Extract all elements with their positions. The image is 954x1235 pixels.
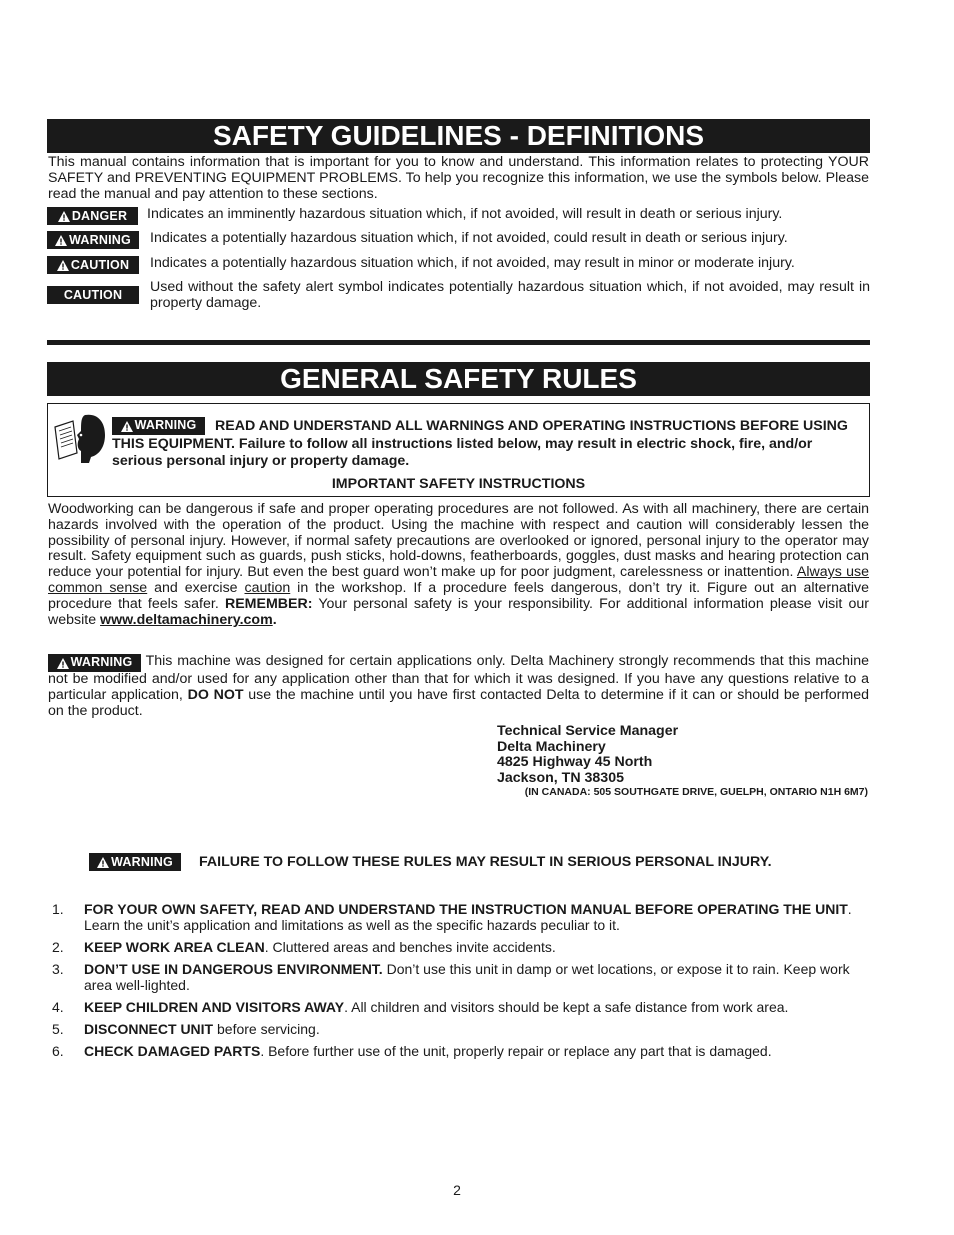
design-warning-paragraph: WARNING This machine was designed for certain applications only. Delta Machinery strongly recommends that this machine not be modified and/or used for any application other than that for which it was designed. If you have any questions relative to a particular application, DO NOT use the machine until you have first contacted Delta to determine if it can or should be performed on the product. bbox=[48, 653, 869, 719]
rule-text: . All children and visitors should be kept a safe distance from work area. bbox=[344, 999, 789, 1015]
read-warnings-body: READ AND UNDERSTAND ALL WARNINGS AND OPERATING INSTRUCTIONS BEFORE USING THIS EQUIPMENT. Failure to follow all instructions listed below, may result in electric shock, fire, and/or serious personal injury or property damage. bbox=[112, 418, 848, 469]
warning-badge bbox=[48, 654, 141, 672]
definition-caution bbox=[47, 256, 870, 274]
list-item bbox=[48, 901, 869, 933]
remember-label: REMEMBER: bbox=[224, 595, 313, 612]
rule-text: . Learn the unit’s application and limitations as well as the specific hazards peculiar to it. bbox=[84, 901, 852, 933]
common-sense-underline: Always use common sense bbox=[48, 564, 869, 596]
website-link[interactable]: www.deltamachinery.com bbox=[100, 611, 273, 628]
section-divider bbox=[47, 340, 870, 345]
badge-label: WARNING bbox=[69, 233, 131, 247]
rule-text: . Before further use of the unit, properly repair or replace any part that is damaged. bbox=[260, 1043, 772, 1059]
read-warnings-box bbox=[47, 403, 870, 497]
rule-heading: FOR YOUR OWN SAFETY, READ AND UNDERSTAND THE INSTRUCTION MANUAL BEFORE OPERATING THE UNIT bbox=[84, 901, 848, 917]
failure-warning bbox=[89, 853, 772, 871]
rules-list bbox=[48, 901, 869, 1065]
page-number: 2 bbox=[453, 1182, 461, 1198]
definition-caution-no-symbol bbox=[47, 280, 870, 312]
definition-text: Indicates a potentially hazardous situation which, if not avoided, may result in minor or moderate injury. bbox=[150, 255, 795, 271]
definition-text: Used without the safety alert symbol indicates potentially hazardous situation which, if not avoided, may result in property damage. bbox=[150, 279, 870, 311]
rule-text: Don’t use this unit in damp or wet locations, or expose it to rain. Keep work area well-lighted. bbox=[84, 961, 850, 993]
rule-number: 5. bbox=[52, 1021, 64, 1037]
address-line: Delta Machinery bbox=[497, 738, 606, 755]
address-line: Jackson, TN 38305 bbox=[497, 769, 624, 786]
intro-paragraph: This manual contains information that is important for you to know and understand. This information relates to protecting YOUR SAFETY and PREVENTING EQUIPMENT PROBLEMS. To help you recognize this information, we use the symbols below. Please read the manual and pay attention to these sections. bbox=[48, 154, 869, 202]
alert-triangle-icon bbox=[57, 260, 69, 271]
definition-danger bbox=[47, 207, 870, 225]
alert-triangle-icon bbox=[97, 857, 109, 868]
badge-label: WARNING bbox=[111, 855, 173, 869]
do-not-label: DO NOT bbox=[187, 686, 244, 703]
canada-address: (IN CANADA: 505 SOUTHGATE DRIVE, GUELPH, ONTARIO N1H 6M7) bbox=[524, 786, 868, 798]
warning-badge bbox=[89, 853, 181, 871]
danger-badge bbox=[47, 207, 138, 225]
rule-number: 3. bbox=[52, 961, 64, 977]
failure-warning-text: FAILURE TO FOLLOW THESE RULES MAY RESULT IN SERIOUS PERSONAL INJURY. bbox=[199, 854, 772, 870]
badge-label: CAUTION bbox=[70, 258, 130, 272]
caution-badge-plain bbox=[47, 286, 139, 304]
rule-heading: CHECK DAMAGED PARTS bbox=[84, 1043, 261, 1059]
alert-triangle-icon bbox=[55, 235, 67, 246]
rule-heading: KEEP CHILDREN AND VISITORS AWAY bbox=[84, 999, 345, 1015]
caution-badge bbox=[47, 256, 139, 274]
rule-number: 6. bbox=[52, 1043, 64, 1059]
section-title-definitions: SAFETY GUIDELINES - DEFINITIONS bbox=[47, 119, 870, 153]
woodworking-paragraph: Woodworking can be dangerous if safe and proper operating procedures are not followed. As with all machinery, there are certain hazards involved with the operation of the product. Using the machine with respect and caution will considerably lessen the possibility of personal injury. However, if normal safety precautions are overlooked or ignored, personal injury to the operator may result. Safety equipment such as guards, push sticks, hold-downs, featherboards, goggles, dust masks and hearing protection can reduce your potential for injury. But even the best guard won’t make up for poor judgment, carelessness or inattention. Always use common sense and exercise caution in the workshop. If a procedure feels dangerous, don’t try it. Figure out an alternative procedure that feels safer. REMEMBER: Your personal safety is your responsibility. For additional information please visit our website www.deltamachinery.com. bbox=[48, 501, 869, 628]
rule-number: 1. bbox=[52, 901, 64, 917]
badge-label: WARNING bbox=[134, 418, 197, 433]
rule-heading: KEEP WORK AREA CLEAN bbox=[84, 939, 265, 955]
rule-number: 2. bbox=[52, 939, 64, 955]
address-line: 4825 Highway 45 North bbox=[497, 754, 653, 770]
definition-text: Indicates an imminently hazardous situation which, if not avoided, will result in death or serious injury. bbox=[147, 206, 783, 222]
list-item bbox=[48, 1043, 869, 1059]
definition-text: Indicates a potentially hazardous situation which, if not avoided, could result in death or serious injury. bbox=[150, 230, 788, 246]
rule-text: before servicing. bbox=[213, 1021, 320, 1037]
list-item bbox=[48, 999, 869, 1015]
alert-triangle-icon bbox=[58, 211, 70, 222]
list-item bbox=[48, 961, 869, 993]
read-warnings-text bbox=[112, 418, 860, 471]
rule-heading: DISCONNECT UNIT bbox=[84, 1021, 214, 1037]
address-line: Technical Service Manager bbox=[497, 723, 679, 739]
caution-underline: caution bbox=[244, 579, 291, 596]
alert-triangle-icon bbox=[57, 658, 69, 669]
manual-reader-icon bbox=[51, 413, 109, 463]
service-address bbox=[497, 724, 678, 786]
definition-warning bbox=[47, 231, 870, 249]
rule-number: 4. bbox=[52, 999, 64, 1015]
rule-heading: DON’T USE IN DANGEROUS ENVIRONMENT. bbox=[84, 961, 383, 977]
list-item bbox=[48, 939, 869, 955]
section-title-general-rules: GENERAL SAFETY RULES bbox=[47, 362, 870, 396]
rule-text: . Cluttered areas and benches invite accidents. bbox=[264, 939, 556, 955]
badge-label: DANGER bbox=[71, 209, 128, 223]
warning-badge bbox=[47, 231, 139, 249]
list-item bbox=[48, 1021, 869, 1037]
badge-label: WARNING bbox=[70, 655, 133, 670]
alert-triangle-icon bbox=[121, 421, 133, 432]
badge-label: CAUTION bbox=[63, 288, 123, 302]
warning-badge bbox=[112, 417, 205, 435]
important-safety-instructions-heading: IMPORTANT SAFETY INSTRUCTIONS bbox=[331, 476, 586, 492]
